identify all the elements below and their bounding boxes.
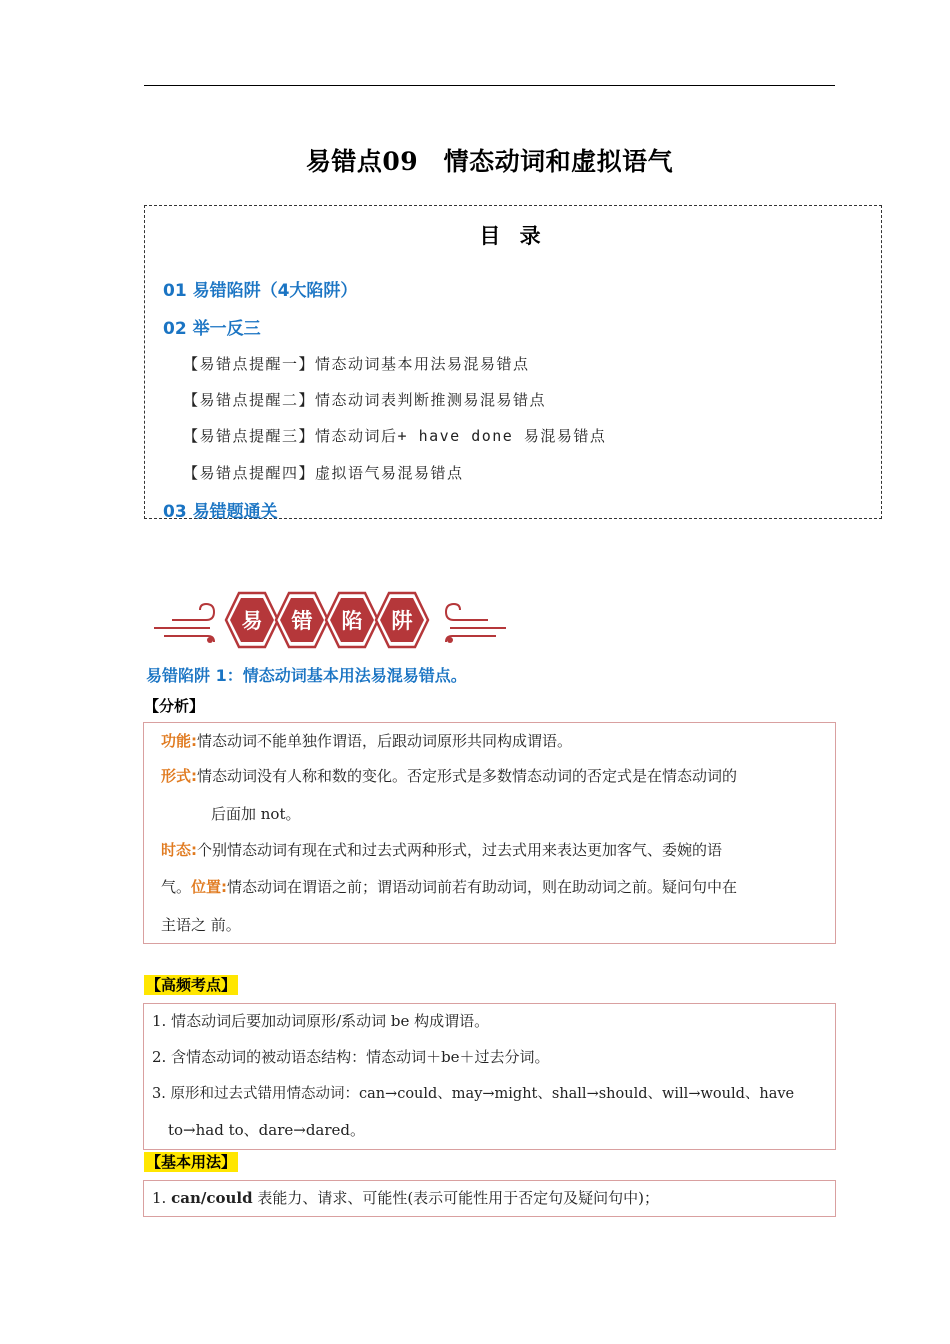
analysis-label: 【分析】 [144,697,205,715]
toc-subitem-1[interactable]: 【易错点提醒一】情态动词基本用法易混易错点 [183,355,530,373]
high-frequency-item-3b: to→had to、dare→dared。 [168,1121,366,1139]
basic-item-rest: 表能力、请求、可能性(表示可能性用于否定句及疑问句中)； [252,1189,660,1207]
toc-subitem-4[interactable]: 【易错点提醒四】虚拟语气易混易错点 [183,464,464,482]
can-could-term: can/could [171,1189,253,1207]
banner-char: 易 [241,609,263,633]
analysis-tense-line [161,839,722,860]
high-frequency-item-2: 2. 含情态动词的被动语态结构：情态动词＋be＋过去分词。 [152,1048,550,1066]
analysis-function-line [161,730,572,751]
toc-subitem-2[interactable]: 【易错点提醒二】情态动词表判断推测易混易错点 [183,391,547,409]
analysis-form-line [161,765,737,786]
top-rule [144,85,835,86]
basic-usage-label: 【基本用法】 [146,1153,237,1171]
basic-item-prefix: 1. [152,1189,172,1207]
high-frequency-label: 【高频考点】 [146,976,237,994]
toc-subitem-3[interactable]: 【易错点提醒三】情态动词后+ have done 易混易错点 [183,427,607,445]
right-dot [447,637,453,643]
table-of-contents [144,205,882,522]
banner-char: 错 [291,609,313,633]
trap-title: 易错陷阱 1：情态动词基本用法易混易错点。 [146,666,467,685]
tense-text: 个别情态动词有现在式和过去式两种形式，过去式用来表达更加客气、委婉的语 [197,841,723,859]
position-keyword: 位置: [191,878,228,896]
function-text: 情态动词不能单独作谓语，后跟动词原形共同构成谓语。 [197,732,573,750]
basic-usage-box [143,1180,836,1217]
position-text: 情态动词在谓语之前；谓语动词前若有助动词，则在助动词之前。疑问句中在 [227,878,738,896]
tense-keyword: 时态: [161,841,197,859]
toc-section-03[interactable]: 03 易错题通关 [163,502,278,522]
function-keyword: 功能: [161,732,197,750]
form-keyword: 形式: [161,767,197,785]
toc-section-02[interactable]: 02 举一反三 [163,319,261,339]
high-frequency-item-1: 1. 情态动词后要加动词原形/系动词 be 构成谓语。 [152,1012,490,1030]
tense-tail: 气。 [161,878,192,896]
position-text-2: 主语之 前。 [161,916,241,934]
left-cloud-ornament [154,604,214,642]
toc-heading: 目 录 [479,224,547,248]
form-text-2: 后面加 not。 [211,805,301,823]
trap-banner [150,590,510,650]
left-dot [207,637,213,643]
right-cloud-ornament [446,604,506,642]
basic-usage-item-1 [152,1187,659,1208]
form-text-1: 情态动词没有人称和数的变化。否定形式是多数情态动词的否定式是在情态动词的 [197,767,738,785]
banner-char: 陷 [341,609,363,633]
high-frequency-box [143,1003,836,1150]
high-frequency-item-3a: 3. 原形和过去式错用情态动词：can→could、may→might、shall→should、will→would、have [152,1086,795,1102]
banner-char: 阱 [391,609,413,633]
document-title: 易错点09 情态动词和虚拟语气 [305,147,674,176]
analysis-position-line [161,876,737,897]
toc-section-01[interactable]: 01 易错陷阱（4大陷阱） [163,281,358,301]
analysis-box [143,722,836,944]
